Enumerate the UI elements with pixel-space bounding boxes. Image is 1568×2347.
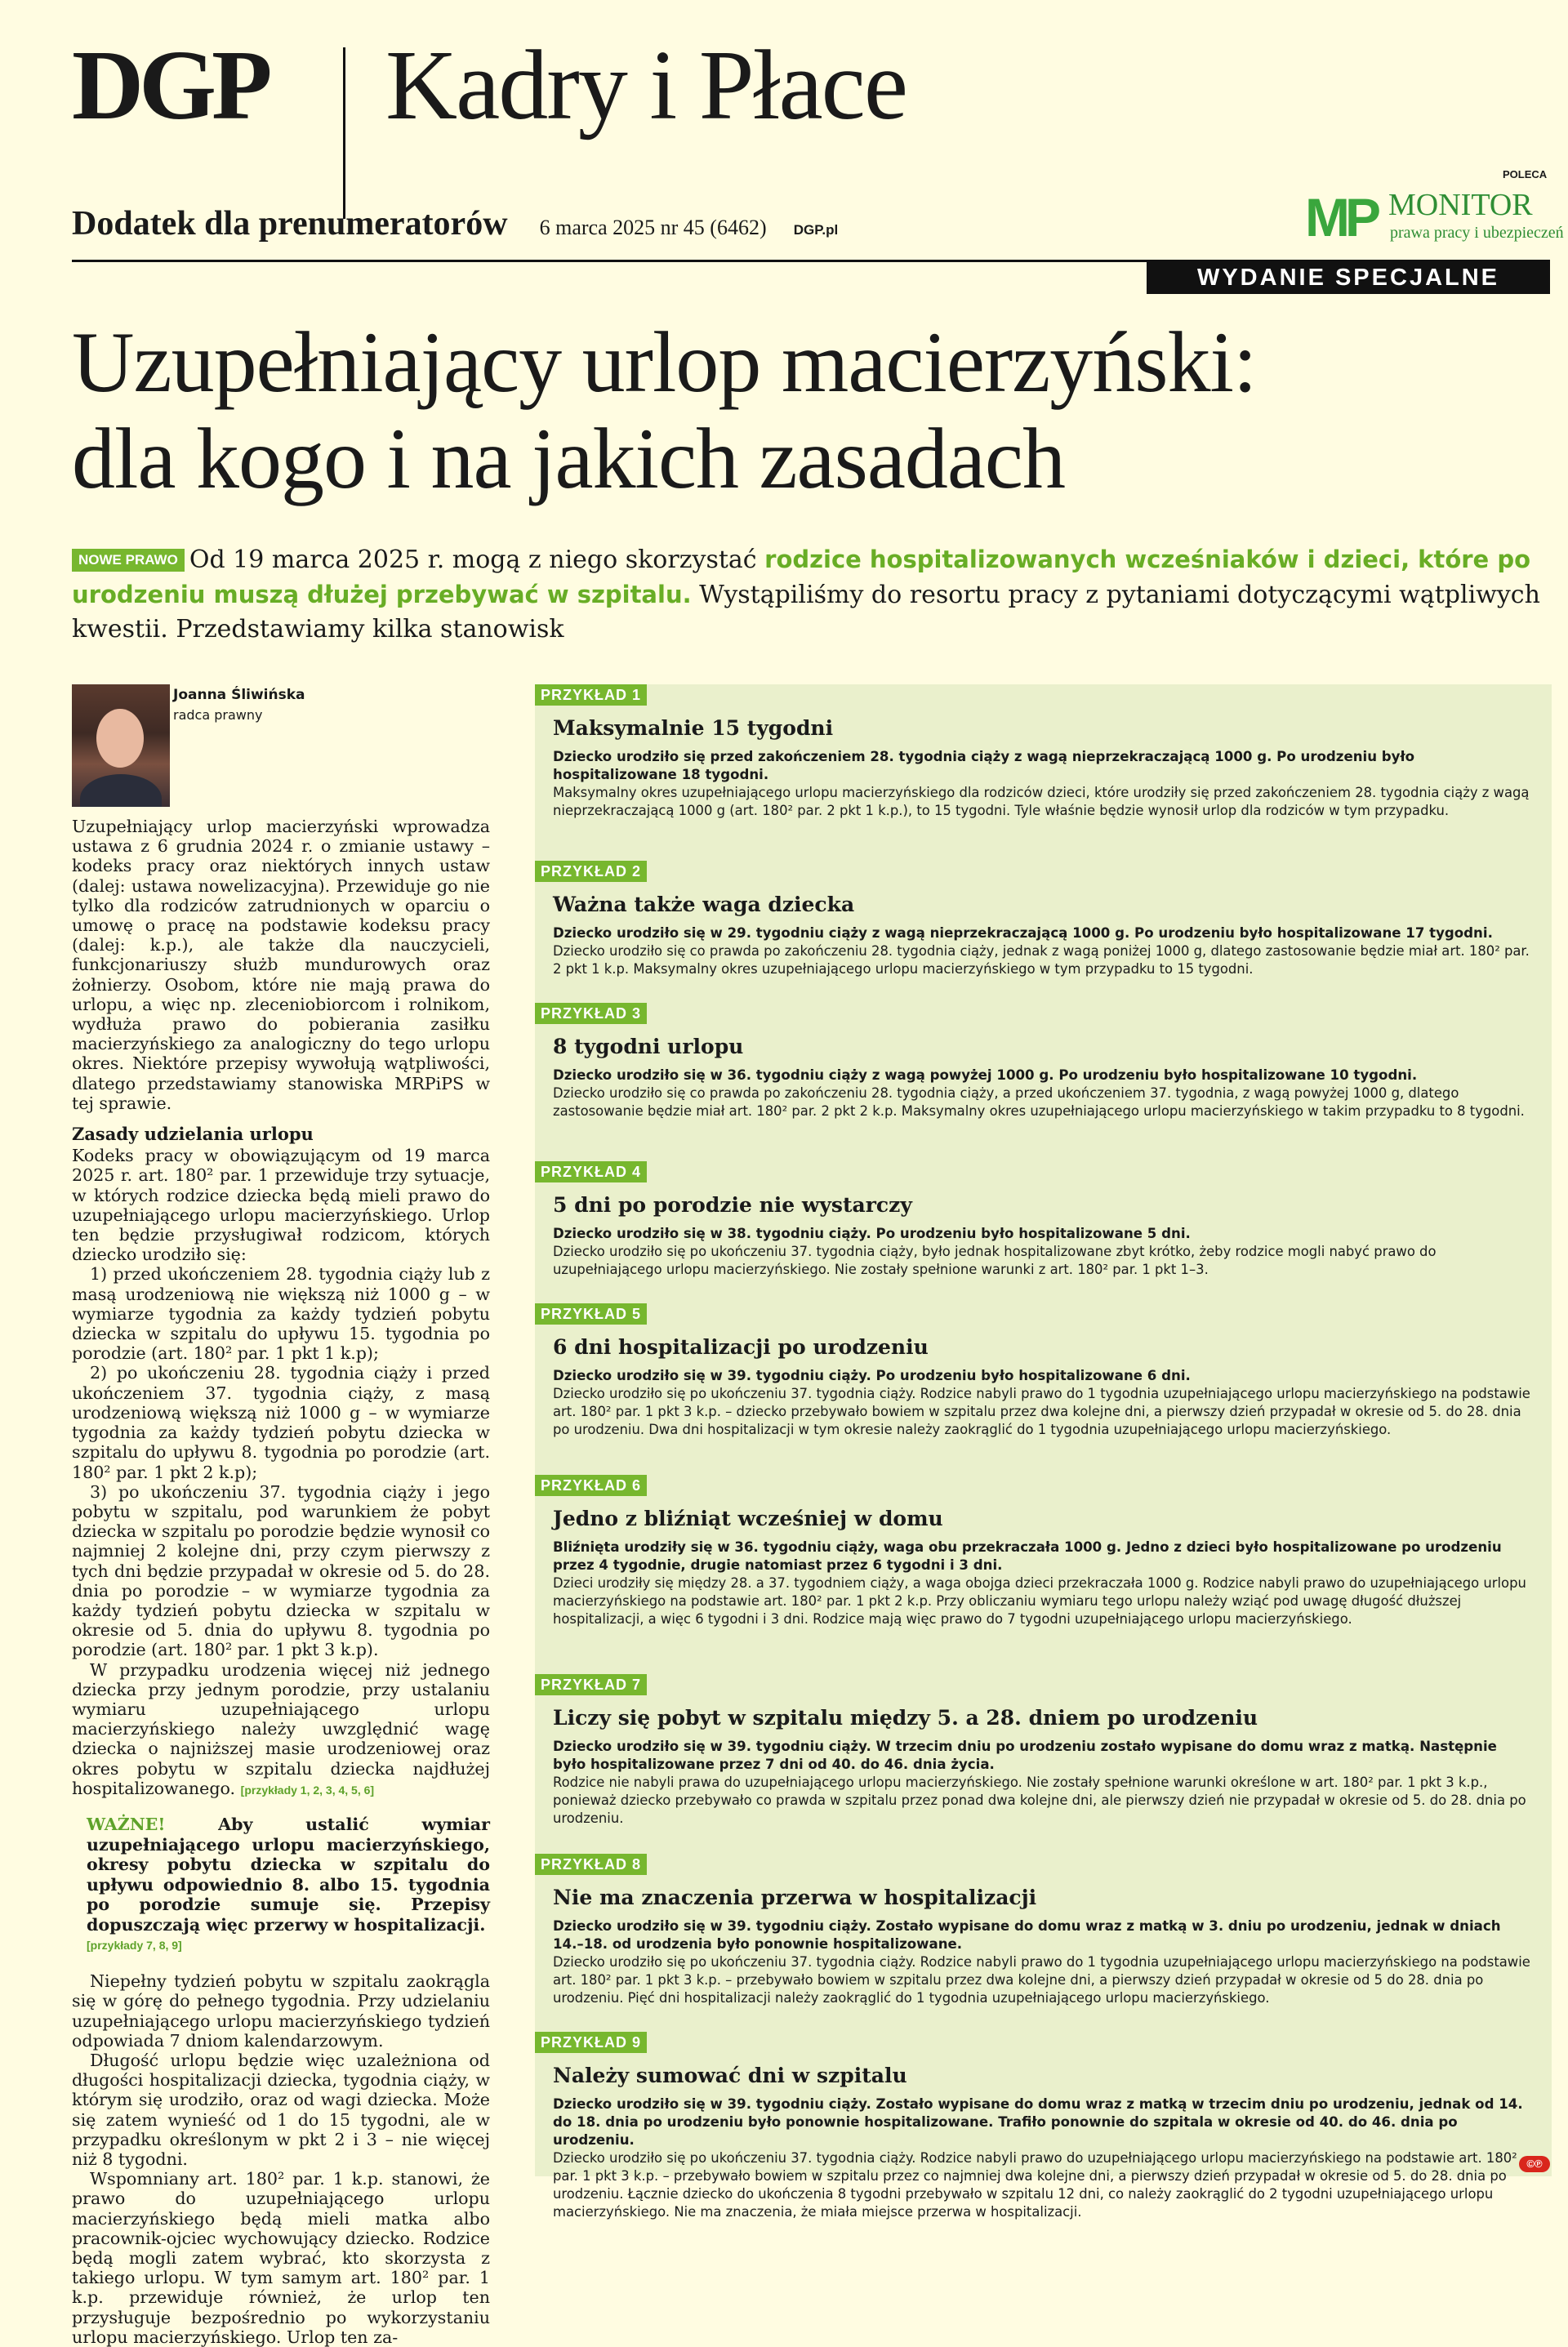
article-paragraph: Niepełny tydzień pobytu w szpitalu zaokrągla się w górę do pełnego tygodnia. Przy udzielaniu uzupełniającego urlopu macierzyńskiego tydzień odpowiada 7 dniom kalendarzowym. [72,1971,490,2051]
important-note [87,1815,490,1955]
example-body: Dziecko urodziło się co prawda po zakończeniu 28. tygodnia ciąży, a przed ukończeniem 37. tygodnia, z wagą powyżej 1000 g, dlatego zastosowanie będzie miał art. 180² par. 2 pkt 2 k.p. Maksymalny okres uzupełniającego urlopu macierzyńskiego w takim przypadku to 8 tygodni. [553,1085,1525,1119]
example-lead: Dziecko urodziło się w 39. tygodniu ciąży. Po urodzeniu było hospitalizowane 6 dni. [553,1368,1191,1383]
example-tag: PRZYKŁAD 9 [535,2032,647,2053]
example-lead: Dziecko urodziło się przed zakończeniem 28. tygodnia ciąży z wagą nieprzekraczającą 1000 g. Po urodzeniu było hospitalizowane 18 tygodni. [553,749,1415,782]
example-body: Dziecko urodziło się po ukończeniu 37. tygodnia ciąży. Rodzice nabyli prawo do 1 tygodnia uzupełniającego urlopu macierzyńskiego na podstawie art. 180² par. 1 pkt 3 k.p. – dziecko przebywało bowiem w szpitalu przez dwa kolejne dni, a pierwszy dzień przypadał w okresie od 5. do 28. dnia po urodzeniu. Dwa dni hospitalizacji w tym okresie należy zaokrąglić do 1 tygodnia uzupełniającego urlopu macierzyńskiego. [553,1386,1530,1437]
article-paragraph [72,1660,490,1800]
article-paragraph: Wspomniany art. 180² par. 1 k.p. stanowi, że prawo do uzupełniającego urlopu macierzyńskiego będą mieli matka albo pracownik-ojciec wychowujący dziecko. Rodzice będą mogli zatem wybrać, kto skorzysta z takiego urlopu. W tym samym art. 180² par. 1 k.p. przewiduje również, że urlop ten przysługuje bezpośrednio po wykorzystaniu urlopu macierzyńskiego. Urlop ten za- [72,2169,490,2347]
example-lead: Dziecko urodziło się w 39. tygodniu ciąży. Zostało wypisane do domu wraz z matką w 3. dniu po urodzeniu, jednak w dniach 14.–18. od urodzenia było ponownie hospitalizowane. [553,1918,1501,1952]
example-body: Rodzice nie nabyli prawa do uzupełniającego urlopu macierzyńskiego. Nie zostały spełnione warunki określone w art. 180² par. 1 pkt 3 k.p., ponieważ dziecko przebywało co prawda w szpitalu przez ponad dwa kolejne dni, ale pierwszy dzień nie przypadał w okresie od 5. do 28. dnia po urodzeniu. [553,1775,1526,1826]
supplement-label: Dodatek dla prenumeratorów [72,205,508,243]
example-tag: PRZYKŁAD 1 [535,684,647,706]
example-body: Dziecko urodziło się co prawda po zakończeniu 28. tygodnia ciąży, jednak z wagą poniżej 1000 g, dlatego zastosowanie będzie miał art. 180² par. 2 pkt 1 k.p. Maksymalny okres uzupełniającego urlopu macierzyńskiego w tym przypadku to 15 tygodni. [553,943,1530,977]
example-title: Jedno z bliźniąt wcześniej w domu [553,1507,943,1530]
section-heading: Zasady udzielania urlopu [72,1124,314,1145]
lead-highlight: rodzice hospitalizowanych wcześniaków i dzieci, które po urodzeniu muszą dłużej przebywać w szpitalu. [72,546,1530,608]
mp-logo-icon: MP [1305,187,1376,247]
example-title: Należy sumować dni w szpitalu [553,2064,907,2087]
author-photo [72,684,170,807]
special-edition-banner: WYDANIE SPECJALNE [1147,261,1550,294]
recommends-label: POLECA [1503,168,1548,180]
list-item: 3) po ukończeniu 37. tygodnia ciąży i jego pobytu w szpitalu, pod warunkiem że pobyt dziecka w szpitalu po porodzie będzie wynosił co najmniej 2 kolejne dni, przy czym pierwszy z tych dni będzie przypadał w okresie od 5. do 28. dnia po porodzie – w wymiarze tygodnia za każdy tydzień pobytu dziecka w szpitalu w okresie od 5. dnia do upływu 8. tygodnia po porodzie (art. 180² par. 1 pkt 3 k.p). [72,1481,490,1660]
example-tag: PRZYKŁAD 4 [535,1161,647,1182]
example-body: Dziecko urodziło się po ukończeniu 37. tygodnia ciąży. Rodzice nabyli prawo do uzupełniającego urlopu macierzyńskiego na podstawie art. 180² par. 1 pkt 3 k.p. – przebywało bowiem w szpitalu przez co najmniej dwa kolejne dni, a pierwszy dzień przypadał w okresie od 5. do 28. dnia po urodzeniu. Łącznie dziecko do ukończenia 8 tygodni przebywało w szpitalu 12 dni, co należy zaokrąglić do 2 tygodni uzupełniającego urlopu macierzyńskiego. Nie ma znaczenia, że miała miejsce przerwa w hospitalizacji. [553,2150,1517,2220]
example-box [535,861,1552,978]
example-body: Dziecko urodziło się po ukończeniu 37. tygodnia ciąży, było jednak hospitalizowane zbyt krótko, żeby rodzice mogli nabyć prawo do uzupełniającego urlopu macierzyńskiego. Nie zostały spełnione warunki z art. 180² par. 1 pkt 1–3. [553,1244,1437,1277]
article-paragraph: Uzupełniający urlop macierzyński wprowadza ustawa z 6 grudnia 2024 r. o zmianie ustawy – kodeks pracy oraz niektórych innych ustaw (dalej: ustawa nowelizacyjna). Przewiduje go nie tylko dla rodziców zatrudnionych w oparciu o umowę o pracę na podstawie kodeksu pracy (dalej: k.p.), ale także dla nauczycieli, funkcjonariuszy służb mundurowych oraz żołnierzy. Osobom, które nie mają prawa do urlopu, a więc np. zleceniobiorcom i rolnikom, wydłuża prawo do pobierania zasiłku macierzyńskiego za analogiczny do tego urlopu okres. Niektóre przepisy wywołują wątpliwości, dlatego przedstawiamy stanowiska MRPiPS w tej sprawie. [72,817,490,1113]
example-lead: Dziecko urodziło się w 36. tygodniu ciąży z wagą powyżej 1000 g. Po urodzeniu było hospitalizowane 10 tygodni. [553,1067,1418,1083]
example-box [535,1303,1552,1439]
article-paragraph: Długość urlopu będzie więc uzależniona od długości hospitalizacji dziecka, tygodnia ciąży, w którym się urodziło, oraz od wagi dziecka. Może się zatem wynieść od 1 do 15 tygodni, ale w przypadku określonym w pkt 2 i 3 – nie więcej niż 8 tygodni. [72,2050,490,2169]
example-lead: Dziecko urodziło się w 39. tygodniu ciąży. W trzecim dniu po urodzeniu zostało wypisane do domu wraz z matką. Następnie było hospitalizowane przez 7 dni od 40. do 46. dnia życia. [553,1739,1497,1772]
headline-line-2: dla kogo i na jakich zasadach [72,411,1065,506]
example-tag: PRZYKŁAD 2 [535,861,647,882]
examples-panel [535,684,1552,2220]
monitor-tagline: prawa pracy i ubezpieczeń [1390,224,1564,242]
section-title: Kadry i Płace [385,30,906,140]
article-paragraph-text: W przypadku urodzenia więcej niż jednego dziecka przy jednym porodzie, przy ustalaniu wymiaru uzupełniającego urlopu macierzyńskiego należy uwzględnić wagę dziecka o najniższej masie urodzeniowej oraz okres pobytu w szpitalu dziecka najdłużej hospitalizowanego. [72,1659,490,1798]
example-box [535,1003,1552,1120]
example-lead: Dziecko urodziło się w 29. tygodniu ciąży z wagą nieprzekraczającą 1000 g. Po urodzeniu było hospitalizowane 17 tygodni. [553,925,1493,941]
example-box [535,1475,1552,1628]
example-lead: Dziecko urodziło się w 39. tygodniu ciąży. Zostało wypisane do domu wraz z matką w trzecim dniu po urodzeniu, jednak od 14. do 18. dnia po urodzeniu było ponownie hospitalizowane. Trafiło ponownie do szpitala w okresie od 40. do 46. dnia po urodzeniu. [553,2096,1523,2148]
headline [72,314,1550,507]
masthead [72,30,1550,155]
list-item: 2) po ukończeniu 28. tygodnia ciąży i przed ukończeniem 37. tygodnia ciąży, z masą urodzeniową większą niż 1000 g – w wymiarze tygodnia za każdy tydzień pobytu dziecka w szpitalu do upływu 8. tygodnia po porodzie (art. 180² par. 1 pkt 2 k.p); [72,1363,490,1482]
example-box [535,684,1552,820]
examples-reference[interactable]: [przykłady 7, 8, 9] [87,1938,182,1952]
example-box [535,1854,1552,2007]
monitor-logo[interactable] [1305,186,1564,248]
new-law-badge: NOWE PRAWO [72,549,185,572]
example-box [535,2032,1552,2221]
lead-text-1: Od 19 marca 2025 r. mogą z niego skorzystać [189,546,765,574]
masthead-subline [72,204,838,243]
example-tag: PRZYKŁAD 7 [535,1674,647,1695]
lead-text-2: Wystąpiliśmy do resortu pracy z pytaniami dotyczącymi wątpliwych kwestii. Przedstawiamy kilka stanowisk [72,581,1540,644]
author-face [96,709,144,768]
example-tag: PRZYKŁAD 5 [535,1303,647,1325]
example-box [535,1674,1552,1828]
example-lead: Dziecko urodziło się w 38. tygodniu ciąży. Po urodzeniu było hospitalizowane 5 dni. [553,1226,1191,1241]
article-paragraph: Kodeks pracy w obowiązującym od 19 marca 2025 r. art. 180² par. 1 przewiduje trzy sytuacje, w których rodzice dziecka będą mieli prawo do uzupełniającego urlopu macierzyńskiego. Urlop ten będzie przysługiwał rodzicom, których dziecko urodziło się: [72,1146,490,1265]
article-column [72,817,490,2347]
example-title: Maksymalnie 15 tygodni [553,716,834,740]
example-title: Nie ma znaczenia przerwa w hospitalizacji [553,1886,1037,1909]
lead-paragraph [72,542,1550,647]
list-item: 1) przed ukończeniem 28. tygodnia ciąży lub z masą urodzeniową nie większą niż 1000 g – w wymiarze tygodnia za każdy tydzień pobytu dziecka w szpitalu do upływu 15. tygodnia po porodzie (art. 180² par. 1 pkt 1 k.p); [72,1264,490,1364]
example-tag: PRZYKŁAD 6 [535,1475,647,1496]
example-title: Ważna także waga dziecka [553,893,855,916]
examples-reference[interactable]: [przykłady 1, 2, 3, 4, 5, 6] [240,1783,375,1797]
important-label: WAŻNE! [87,1814,166,1834]
example-tag: PRZYKŁAD 8 [535,1854,647,1875]
headline-line-1: Uzupełniający urlop macierzyński: [72,314,1257,410]
masthead-divider [343,47,345,219]
copyright-icon: ©℗ [1519,2156,1550,2172]
monitor-name: MONITOR [1388,188,1533,222]
example-box [535,1161,1552,1279]
issue-date: 6 marca 2025 nr 45 (6462) [539,216,767,239]
brand-logo[interactable]: DGP [72,30,268,140]
example-body: Dziecko urodziło się po ukończeniu 37. tygodnia ciąży. Rodzice nabyli prawo do 1 tygodnia uzupełniającego urlopu macierzyńskiego na podstawie art. 180² par. 1 pkt 3 k.p. – przebywało bowiem w szpitalu przez dwa kolejne dni, a pierwszy dzień przypadał w okresie od 5 do 28. dnia po urodzeniu. Pięć dni hospitalizacji należy zaokrąglić do 1 tygodnia uzupełniającego urlopu macierzyńskiego. [553,1954,1530,2006]
example-title: Liczy się pobyt w szpitalu między 5. a 28. dniem po urodzeniu [553,1706,1258,1730]
author-torso [80,774,162,807]
example-title: 8 tygodni urlopu [553,1035,744,1058]
example-title: 5 dni po porodzie nie wystarczy [553,1193,912,1217]
important-text: Aby ustalić wymiar uzupełniającego urlopu macierzyńskiego, okresy pobytu dziecka w szpitalu do upływu odpowiednio 8. albo 15. tygodnia po porodzie sumuje się. Przepisy dopuszczają więc przerwy w hospitalizacji. [87,1814,490,1935]
example-body: Dzieci urodziły się między 28. a 37. tygodniem ciąży, a waga obojga dzieci przekraczała 1000 g. Rodzice nabyli prawo do uzupełniającego urlopu macierzyńskiego na podstawie art. 180² par. 1 pkt 2 k.p. Przy obliczaniu wymiaru tego urlopu należy wziąć pod uwagę długość dłuższej hospitalizacji, a więc 6 tygodni i 3 dni. Rodzice mają więc prawo do 7 tygodni uzupełniającego urlopu macierzyńskiego. [553,1575,1526,1627]
author-role: radca prawny [173,707,263,723]
example-body: Maksymalny okres uzupełniającego urlopu macierzyńskiego dla rodziców dzieci, które urodziły się przed zakończeniem 28. tygodnia ciąży z wagą nieprzekraczającą 1000 g (art. 180² par. 2 pkt 1 k.p.), to 15 tygodni. Tyle właśnie będzie wynosił urlop dla rodziców w tym przypadku. [553,785,1530,818]
example-lead: Bliźnięta urodziły się w 36. tygodniu ciąży, waga obu przekraczała 1000 g. Jedno z dzieci było hospitalizowane po urodzeniu przez 4 tygodnie, drugie natomiast przez 6 tygodni i 3 dni. [553,1539,1502,1573]
example-tag: PRZYKŁAD 3 [535,1003,647,1024]
site-link[interactable]: DGP.pl [793,222,839,238]
example-title: 6 dni hospitalizacji po urodzeniu [553,1335,929,1359]
author-name: Joanna Śliwińska [173,687,305,703]
